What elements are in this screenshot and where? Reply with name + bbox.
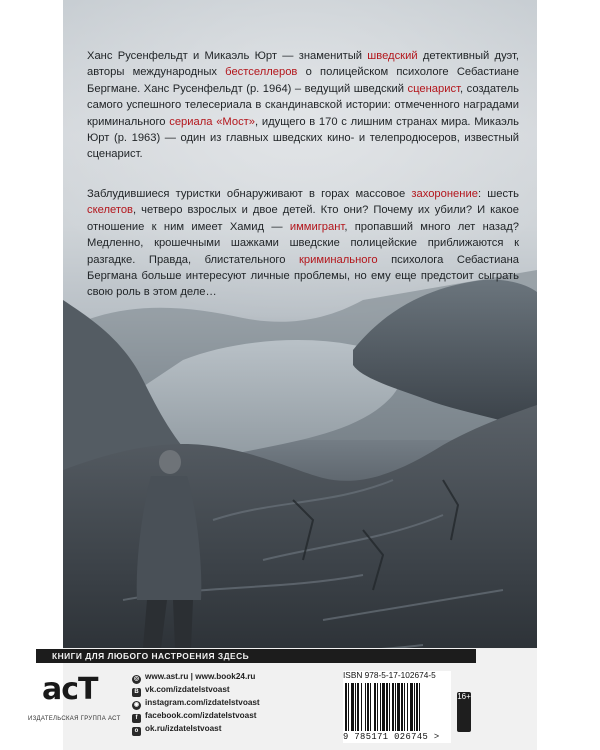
publisher-links	[132, 670, 332, 735]
facebook-icon: f	[132, 714, 141, 723]
text-run: психолога Себастиана Бергмана больше интересуют личные проблемы, но ему еще предстоит сыграть свою роль в этом деле…	[87, 253, 519, 299]
text-run: : шесть	[477, 188, 519, 200]
odnoklassniki-link[interactable]: o ok.ru/izdatelstvoast	[132, 722, 332, 735]
text-run: , четверо взрослых и двое детей. Кто они? Почему их убили? И какое отношение к ним имеет Хамид —	[87, 204, 519, 233]
text-run: , идущего в 170 с лишним странах мира. Микаэль Юрт (р. 1963) — один из главных шведских кино- и телепродюсеров, известный сценарист.	[87, 115, 519, 161]
barcode-image	[345, 683, 451, 731]
book-back-cover	[63, 0, 537, 750]
highlighted-term: криминального	[299, 253, 378, 266]
age-rating-badge: 16+	[457, 692, 471, 732]
text-run: о полицейском психологе Себастиане Бергмане. Ханс Русенфельдт (р. 1964) – ведущий шведский	[87, 66, 519, 95]
text-run: , создатель самого успешного телесериала в скандинавской истории: отмеченного наградами криминального	[87, 82, 520, 128]
barcode-digits: 9 785171 026745 >	[343, 732, 440, 742]
highlighted-term: иммигрант	[289, 220, 345, 233]
highlighted-term: сериала «Мост»	[169, 115, 256, 128]
highlighted-term: скелетов	[87, 204, 134, 217]
ast-publisher-logo	[28, 672, 120, 736]
instagram-link[interactable]: ◉ instagram.com/izdatelstvoast	[133, 698, 260, 708]
vk-link[interactable]: B vk.com/izdatelstvoast	[132, 683, 332, 696]
publisher-caption: ИЗДАТЕЛЬСКАЯ ГРУППА АСТ	[28, 716, 121, 722]
text-run: детективный дуэт, авторы международных	[87, 50, 519, 79]
author-bio-paragraph	[87, 48, 519, 163]
website-link[interactable]: ◎ www.ast.ru | www.book24.ru	[133, 672, 256, 682]
tagline-banner: КНИГИ ДЛЯ ЛЮБОГО НАСТРОЕНИЯ ЗДЕСЬ	[36, 649, 476, 663]
odnoklassniki-icon: o	[132, 727, 141, 736]
highlighted-term: захоронение	[411, 188, 478, 200]
instagram-icon: ◉	[133, 702, 140, 708]
isbn-number: ISBN 978-5-17-102674-5	[343, 670, 436, 680]
text-run: , пропавший много лет назад? Медленно, крошечными шажками шведские полицейские приближаются к разгадке. Правда, блистательного	[87, 220, 519, 266]
ast-logo-mark: acT	[42, 672, 98, 707]
highlighted-term: бестселлеров	[225, 66, 298, 79]
text-run: Заблудившиеся туристки обнаруживают в горах массовое	[87, 188, 412, 200]
vk-icon: B	[132, 688, 141, 697]
plot-summary-paragraph	[87, 186, 519, 301]
isbn-barcode-box	[343, 671, 451, 743]
globe-icon: ◎	[133, 676, 140, 682]
text-run: Ханс Русенфельдт и Микаэль Юрт — знаменитый	[87, 50, 368, 62]
facebook-link[interactable]: f facebook.com/izdatelstvoast	[132, 709, 332, 722]
highlighted-term: сценарист	[407, 82, 460, 95]
highlighted-term: шведский	[367, 50, 418, 62]
